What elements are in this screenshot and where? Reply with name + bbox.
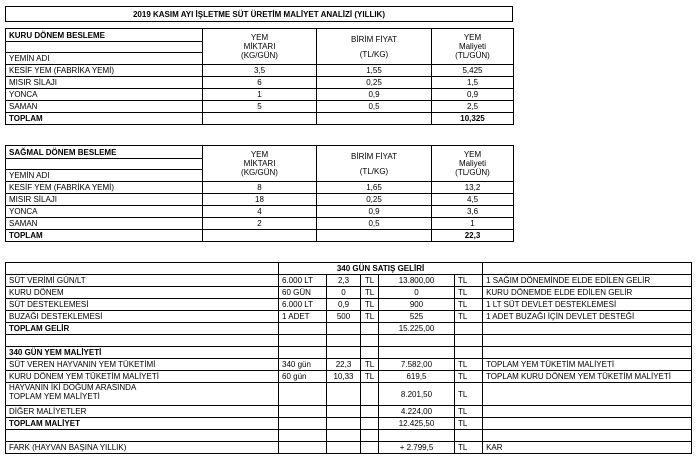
table-row: BUZAĞI DESTEKLEMESİ 1 ADET 500 TL 525 TL 1 ADET BUZAĞI İÇİN DEVLET DESTEĞİ xyxy=(6,311,692,323)
dry-heading: KURU DÖNEM BESLEME xyxy=(6,29,203,42)
title-table xyxy=(5,6,513,22)
analysis-table xyxy=(5,262,692,454)
table-row: YONCA 1 0,9 0,9 xyxy=(6,89,514,101)
cost-heading-row xyxy=(6,347,692,359)
table-row: YONCA 4 0,9 3,6 xyxy=(6,206,514,218)
income-total-row: TOPLAM GELİR 15.225,00 xyxy=(6,323,692,335)
dry-feed-table xyxy=(5,28,514,125)
table-row: SÜT DESTEKLEMESİ 6.000 LT 0,9 TL 900 TL 1 LT SÜT DEVLET DESTEKLEMESİ xyxy=(6,299,692,311)
table-row: SAMAN 2 0,5 1 xyxy=(6,218,514,230)
spacer-row xyxy=(6,430,692,442)
dry-price-header: BİRİM FİYAT (TL/KG) xyxy=(317,29,432,65)
table-row: KESİF YEM (FABRİKA YEMİ) 8 1,65 13,2 xyxy=(6,182,514,194)
table-row: KURU DÖNEM 60 GÜN 0 TL 0 TL KURU DÖNEMDE ELDE EDİLEN GELİR xyxy=(6,287,692,299)
spacer-row xyxy=(6,335,692,347)
income-heading-row xyxy=(6,263,692,275)
page-title: 2019 KASIM AYI İŞLETME SÜT ÜRETİM MALİYET ANALİZİ (YILLIK) xyxy=(6,7,513,22)
milk-amount-header: YEM MİKTARI (KG/GÜN) xyxy=(203,146,317,182)
milk-heading: SAĞMAL DÖNEM BESLEME xyxy=(6,146,203,159)
milk-price-header: BİRİM FİYAT (TL/KG) xyxy=(317,146,432,182)
table-row: KURU DÖNEM YEM TÜKETİM MALİYETİ 60 gün 10,33 TL 619,5 TL TOPLAM KURU DÖNEM YEM TÜKETİM MALİYETİ xyxy=(6,371,692,383)
table-row: MISIR SİLAJI 18 0,25 4,5 xyxy=(6,194,514,206)
milk-total-row: TOPLAM 22,3 xyxy=(6,230,514,242)
table-row: SAMAN 5 0,5 2,5 xyxy=(6,101,514,113)
milk-name-label: YEMİN ADI xyxy=(6,170,203,182)
dry-name-label: YEMİN ADI xyxy=(6,53,203,65)
dry-cost-header: YEM Maliyeti (TL/GÜN) xyxy=(432,29,514,65)
difference-row: FARK (HAYVAN BAŞINA YILLIK) + 2.799,5 TL KAR xyxy=(6,442,692,454)
dry-total-row: TOPLAM 10,325 xyxy=(6,113,514,125)
milk-cost-header: YEM Maliyeti (TL/GÜN) xyxy=(432,146,514,182)
cost-heading: 340 GÜN YEM MALİYETİ xyxy=(6,347,279,359)
income-heading: 340 GÜN SATIŞ GELİRİ xyxy=(279,263,483,275)
table-row: SÜT VEREN HAYVANIN YEM TÜKETİMİ 340 gün 22,3 TL 7.582,00 TL TOPLAM YEM TÜKETİM MALİYETİ xyxy=(6,359,692,371)
milk-feed-table xyxy=(5,145,514,242)
table-row: KESİF YEM (FABRİKA YEMİ) 3,5 1,55 5,425 xyxy=(6,65,514,77)
dry-amount-header: YEM MİKTARI (KG/GÜN) xyxy=(203,29,317,65)
table-row: MISIR SİLAJI 6 0,25 1,5 xyxy=(6,77,514,89)
other-costs-row: DİĞER MALİYETLER 4.224,00 TL xyxy=(6,406,692,418)
cost-total-row: TOPLAM MALİYET 12.425,50 TL xyxy=(6,418,692,430)
table-row: SÜT VERİMİ GÜN/LT 6.000 LT 2,3 TL 13.800,00 TL 1 SAĞIM DÖNEMİNDE ELDE EDİLEN GELİR xyxy=(6,275,692,287)
between-births-row: HAYVANIN İKİ DOĞUM ARASINDA TOPLAM YEM MALİYETİ 8.201,50 TL xyxy=(6,383,692,406)
